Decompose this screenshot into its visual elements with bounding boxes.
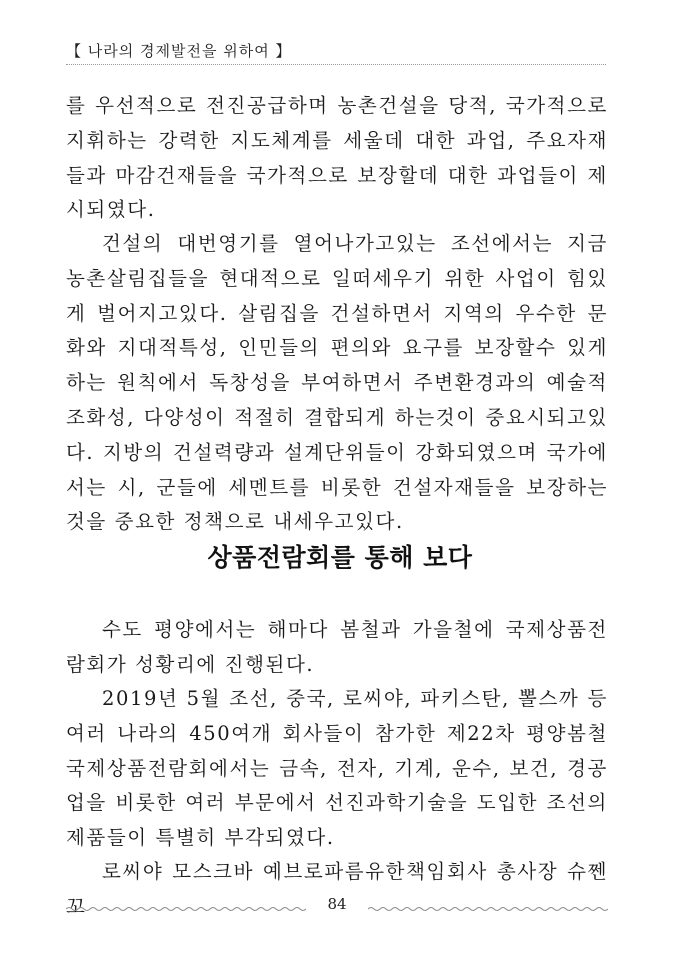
page-number: 84 (327, 895, 347, 913)
page-footer (66, 896, 608, 918)
body-paragraph-5: 로씨야 모스크바 예브로파름유한책임회사 총사장 슈쩬꼬 (66, 860, 608, 918)
body-paragraph-2: 건설의 대번영기를 열어나가고있는 조선에서는 지금 농촌살림집들을 현대적으로 일떠세우기 위한 사업이 힘있게 벌어지고있다. 살림집을 건설하면서 지역의 우수한 문화와 지대적특성, 인민들의 편의와 요구를 보장할수 있게 하는 원칙에서 독창성을 부여하면서 주변환경과의 예술적조화성, 다양성이 적절히 결합되게 하는것이 중요시되고있다. 지방의 건설력량과 설계단위들이 강화되였으며 국가에서는 시, 군들에 세멘트를 비롯한 건설자재들을 보장하는것을 중요한 정책으로 내세우고있다. (66, 232, 608, 534)
body-paragraph-4: 2019년 5월 조선, 중국, 로씨야, 파키스탄, 뽈스까 등 여러 나라의 450여개 회사들이 참가한 제22차 평양봄철국제상품전람회에서는 금속, 전자, 기계, 운수, 보건, 경공업을 비롯한 여러 부문에서 선진과학기술을 도입한 조선의 제품들이 특별히 부각되였다. (66, 687, 608, 850)
section-title: 상품전람회를 통해 보다 (207, 543, 473, 572)
header-divider (66, 64, 606, 65)
running-header: 【 나라의 경제발전을 위하여 】 (66, 42, 292, 60)
body-paragraph-3: 수도 평양에서는 해마다 봄철과 가을철에 국제상품전람회가 성황리에 진행된다. (66, 618, 608, 676)
footer-ornament-right (368, 906, 608, 912)
body-paragraph-1: 를 우선적으로 전진공급하며 농촌건설을 당적, 국가적으로 지휘하는 강력한 지도체계를 세울데 대한 과업, 주요자재들과 마감건재들을 국가적으로 보장할데 대한 과업들이 제시되였다. (66, 94, 608, 222)
